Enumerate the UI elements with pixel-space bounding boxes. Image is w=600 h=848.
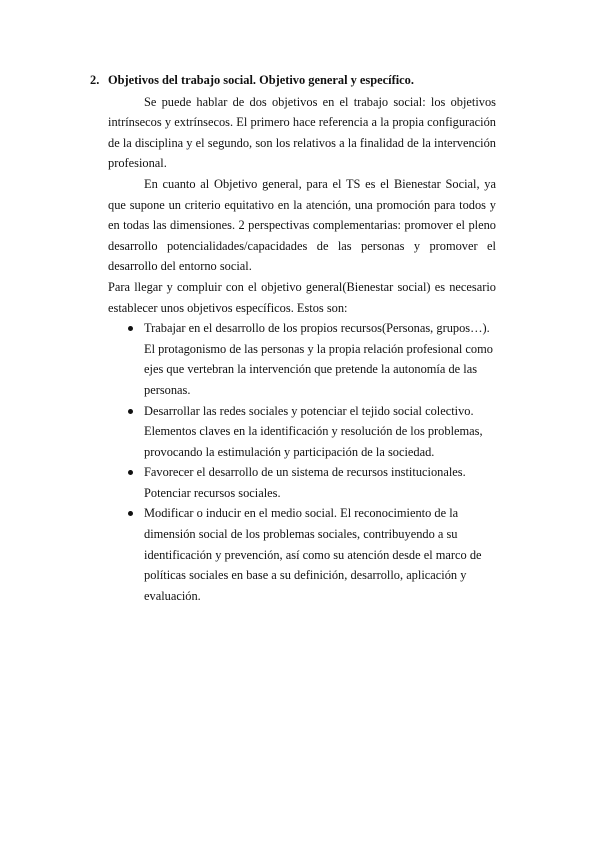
document-body <box>90 70 496 606</box>
list-item-text: Modificar o inducir en el medio social. El reconocimiento de la dimensión social de los problemas sociales, contribuyendo a su identificación y prevención, así como su atención desde el marco de políticas sociales en base a su definición, desarrollo, aplicación y evaluación. <box>144 506 482 603</box>
list-item <box>108 503 496 606</box>
bullet-icon <box>128 470 133 475</box>
list-item <box>108 318 496 400</box>
section-heading <box>90 70 496 91</box>
section-title: Objetivos del trabajo social. Objetivo general y específico. <box>108 73 414 87</box>
specific-objectives-list <box>108 318 496 606</box>
section-number: 2. <box>90 73 100 87</box>
list-item <box>108 462 496 503</box>
bullet-icon <box>128 511 133 516</box>
list-item-text: Desarrollar las redes sociales y potenciar el tejido social colectivo. Elementos claves en la identificación y resolución de los problemas, provocando la estimulación y participación de la sociedad. <box>144 403 483 459</box>
list-item <box>108 401 496 463</box>
paragraph-general-objective: En cuanto al Objetivo general, para el TS es el Bienestar Social, ya que supone un criterio equitativo en la atención, una promoción para todos y en todas las dimensiones. 2 perspectivas complementarias: promover el pleno desarrollo potencialidades/capacidades de las personas y promover el desarrollo del entorno social. <box>108 176 496 274</box>
list-item-text: Trabajar en el desarrollo de los propios recursos(Personas, grupos…). El protagonismo de las personas y la propia relación profesional como ejes que vertebran la intervención que pretende la autonomía de las personas. <box>144 321 493 397</box>
list-item-text: Favorecer el desarrollo de un sistema de recursos institucionales. Potenciar recursos sociales. <box>144 465 466 500</box>
bullet-icon <box>128 326 133 331</box>
paragraph-specific-intro: Para llegar y compluir con el objetivo general(Bienestar social) es necesario establecer unos objetivos específicos. Estos son: <box>108 279 496 315</box>
paragraph-objectives-intro: Se puede hablar de dos objetivos en el trabajo social: los objetivos intrínsecos y extrínsecos. El primero hace referencia a la propia configuración de la disciplina y el segundo, son los relativos a la finalidad de la intervención profesional. <box>108 94 496 171</box>
bullet-icon <box>128 409 133 414</box>
